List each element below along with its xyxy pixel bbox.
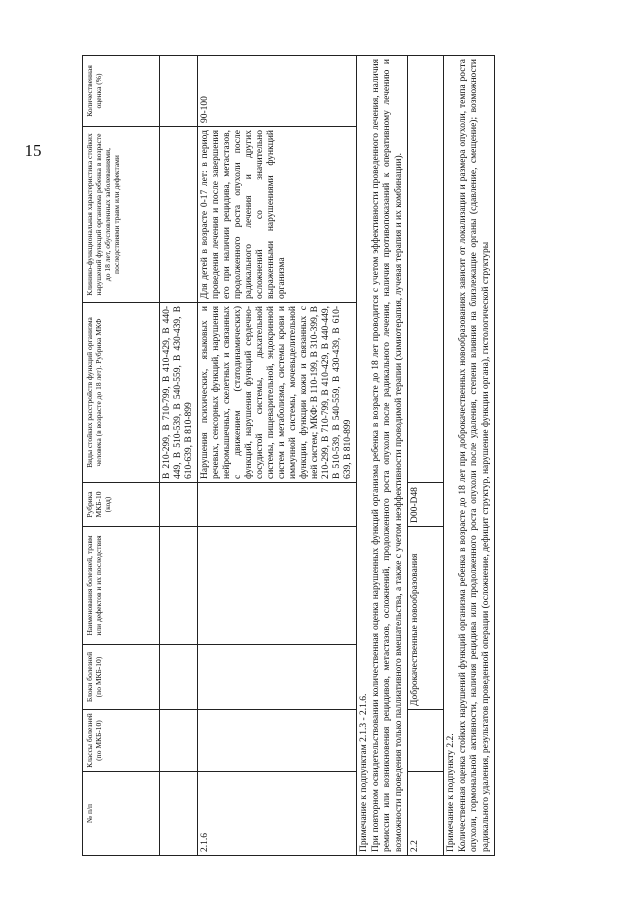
col-header-number: № п/п bbox=[83, 772, 160, 856]
icd-code-cell: D00-D48 bbox=[408, 483, 444, 527]
table-header-row bbox=[83, 56, 160, 856]
col-header-icd-code: Рубрика МКБ-10 (код) bbox=[83, 483, 160, 527]
disease-name-cell: Доброкачественные новообразования bbox=[408, 527, 444, 710]
disability-criteria-table bbox=[82, 55, 495, 856]
note-text: Количественная оценка стойких нарушений функций организма ребенка в возрасте до 18 лет при доброкачественных новообразованиях зависит от локализации и размера опухоли, темпа роста опухоли, гормональной активности, наличия рецидива или продолженного роста опухоли после удаления, степени влияния на близлежащие органы (сдавление, смещение); возможности радикального удаления, результатов проведенной операции (осложнение, дефицит структур, нарушение функции органа), гистологической структуры bbox=[457, 59, 491, 852]
icf-impairments-cell: Нарушения психических, языковых и речевых, сенсорных функций, нарушения нейромышечных, скелетных и связанных с движением (статодинамических) функций, нарушения функций сердечно-сосудистой системы, дыхательной системы, пищеварительной, эндокринной систем и метаболизма, системы крови и иммунной системы, мочевыделительной функции, функции кожи и связанных с ней систем; МКФ: B 110-199, B 310-399, B 210-299, B 710-799, B 410-429, B 440-449, B 510-539, B 540-559, B 430-439, B 610-639, B 810-899 bbox=[198, 303, 357, 483]
page-number: 15 bbox=[24, 141, 42, 160]
row-number: 2.2 bbox=[408, 772, 444, 856]
icf-codes-cell: B 210-299, B 710-799, B 410-429, B 440-449, B 510-539, B 540-559, B 430-439, B 610-639, B 810-899 bbox=[160, 303, 198, 483]
col-header-percent: Количественная оценка (%) bbox=[83, 56, 160, 127]
col-header-disease-block: Блоки болезней (по МКБ-10) bbox=[83, 645, 160, 710]
rotated-page-content bbox=[82, 56, 564, 856]
table-row bbox=[198, 56, 357, 856]
note-row bbox=[444, 56, 495, 856]
row-number: 2.1.6 bbox=[198, 772, 357, 856]
clinical-characteristics-cell: Для детей в возрасте 0-17 лет: в период проведения лечения и после завершения его при наличии рецидива, метастазов, продолженного роста опухоли после радикального лечения и других осложнений со значительно выраженными нарушениями функций организма bbox=[198, 127, 357, 303]
note-title: Примечание к подпункту 2.2. bbox=[446, 733, 456, 852]
col-header-icf-impairments: Виды стойких расстройств функций организма человека (в возрасте до 18 лет). Рубрика МКФ bbox=[83, 303, 160, 483]
col-header-disease-name: Наименования болезней, травм или дефектов и их последствия bbox=[83, 527, 160, 645]
note-title: Примечание к подпунктам 2.1.3 - 2.1.6. bbox=[359, 693, 369, 852]
percent-cell: 90-100 bbox=[198, 56, 357, 127]
table-row bbox=[160, 56, 198, 856]
col-header-clinical-characteristics: Клинико-функциональная характеристика стойких нарушений функций организма ребенка в возрасте до 18 лет, обусловленных заболеваниями, последствиями травм или дефектами bbox=[83, 127, 160, 303]
col-header-disease-class: Классы болезней (по МКБ-10) bbox=[83, 710, 160, 772]
note-text: При повторном освидетельствовании количественная оценка нарушенных функций организма ребенка в возрасте до 18 лет проводится с учетом эффективности проведенного лечения, наличия ремиссии или возникновения рецидивов, метастазов, осложнений, продолженного роста опухоли после радикального лечения, наличия противопоказаний к оперативному лечению и возможности проведения только паллиативного вмешательства, а также с учетом неэффективности проводимой терапии (химиотерапия, лучевая терапия и их комбинации). bbox=[370, 59, 404, 852]
note-row bbox=[357, 56, 408, 856]
table-row bbox=[408, 56, 444, 856]
